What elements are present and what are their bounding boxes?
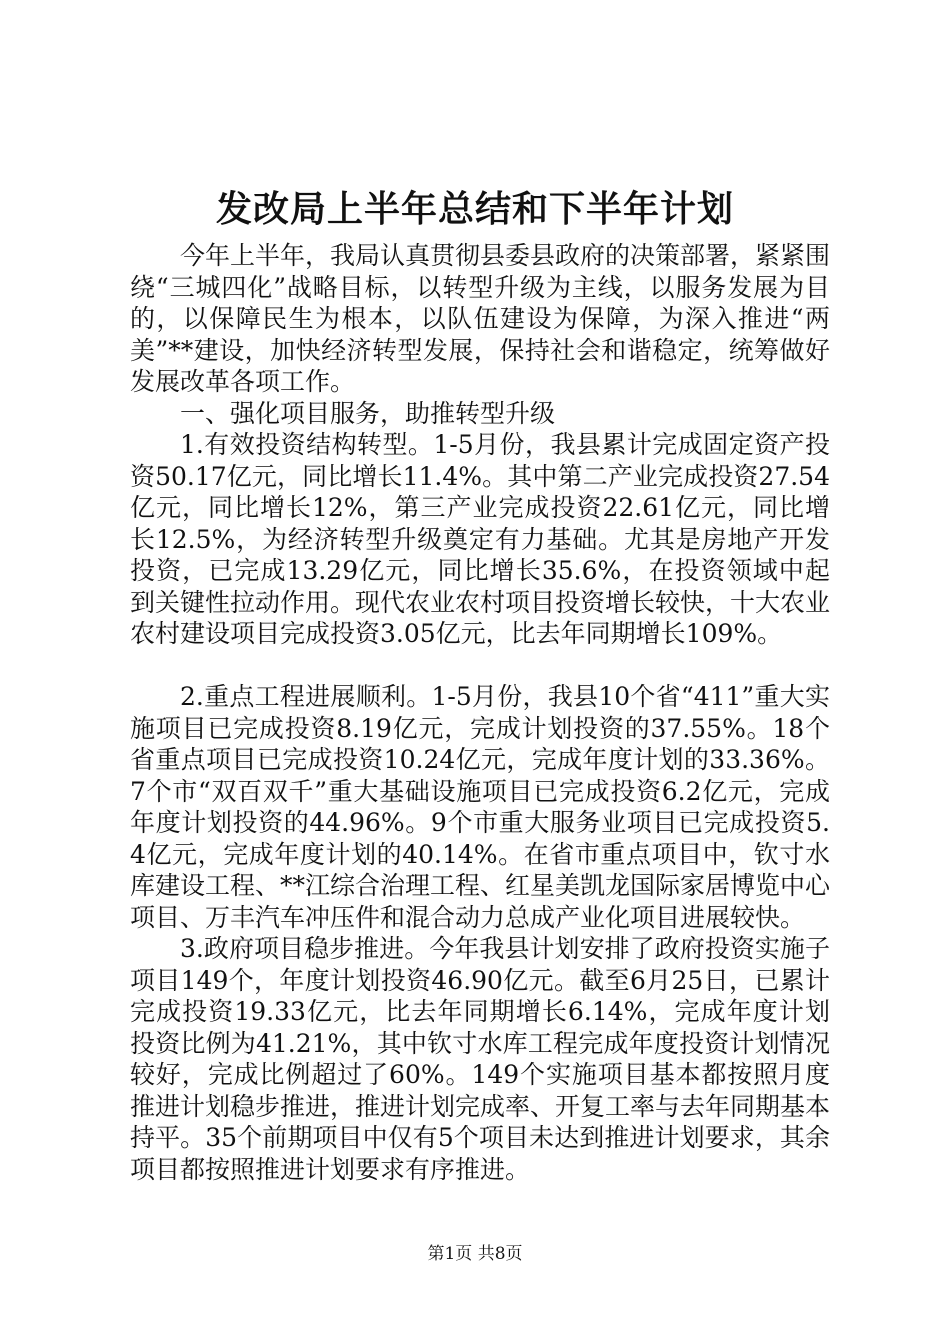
paragraph-key-projects: 2.重点工程进展顺利。1-5月份，我县10个省“411”重大实施项目已完成投资8.19亿元，完成计划投资的37.55%。18个省重点项目已完成投资10.24亿元，完成年度计划的33.36%。7个市“双百双千”重大基础设施项目已完成投资6.2亿元，完成年度计划投资的44.96%。9个市重大服务业项目已完成投资5.4亿元，完成年度计划的40.14%。在省市重点项目中，钦寸水库建设工程、**江综合治理工程、红星美凯龙国际家居博览中心项目、万丰汽车冲压件和混合动力总成产业化项目进展较快。 [130,682,831,932]
section-heading: 一、强化项目服务，助推转型升级 [180,398,556,428]
paragraph-government-projects: 3.政府项目稳步推进。今年我县计划安排了政府投资实施子项目149个，年度计划投资46.90亿元。截至6月25日，已累计完成投资19.33亿元，比去年同期增长6.14%，完成年度计划投资比例为41.21%，其中钦寸水库工程完成年度投资计划情况较好，完成比例超过了60%。149个实施项目基本都按照月度推进计划稳步推进，推进计划完成率、开复工率与去年同期基本持平。35个前期项目中仅有5个项目未达到推进计划要求，其余项目都按照推进计划要求有序推进。 [130,934,831,1184]
intro-paragraph: 今年上半年，我局认真贯彻县委县政府的决策部署，紧紧围绕“三城四化”战略目标，以转型升级为主线，以服务发展为目的，以保障民生为根本，以队伍建设为保障，为深入推进“两美”**建设，加快经济转型发展，保持社会和谐稳定，统筹做好发展改革各项工作。 [130,241,831,396]
paragraph-investment-structure: 1.有效投资结构转型。1-5月份，我县累计完成固定资产投资50.17亿元，同比增长11.4%。其中第二产业完成投资27.54亿元，同比增长12%，第三产业完成投资22.61亿元，同比增长12.5%，为经济转型升级奠定有力基础。尤其是房地产开发投资，已完成13.29亿元，同比增长35.6%，在投资领域中起到关键性拉动作用。现代农业农村项目投资增长较快，十大农业农村建设项目完成投资3.05亿元，比去年同期增长109%。 [130,430,831,648]
document-body [130,240,830,1185]
page-footer: 第1页 共8页 [427,1244,523,1264]
document-title: 发改局上半年总结和下半年计划 [215,188,734,230]
